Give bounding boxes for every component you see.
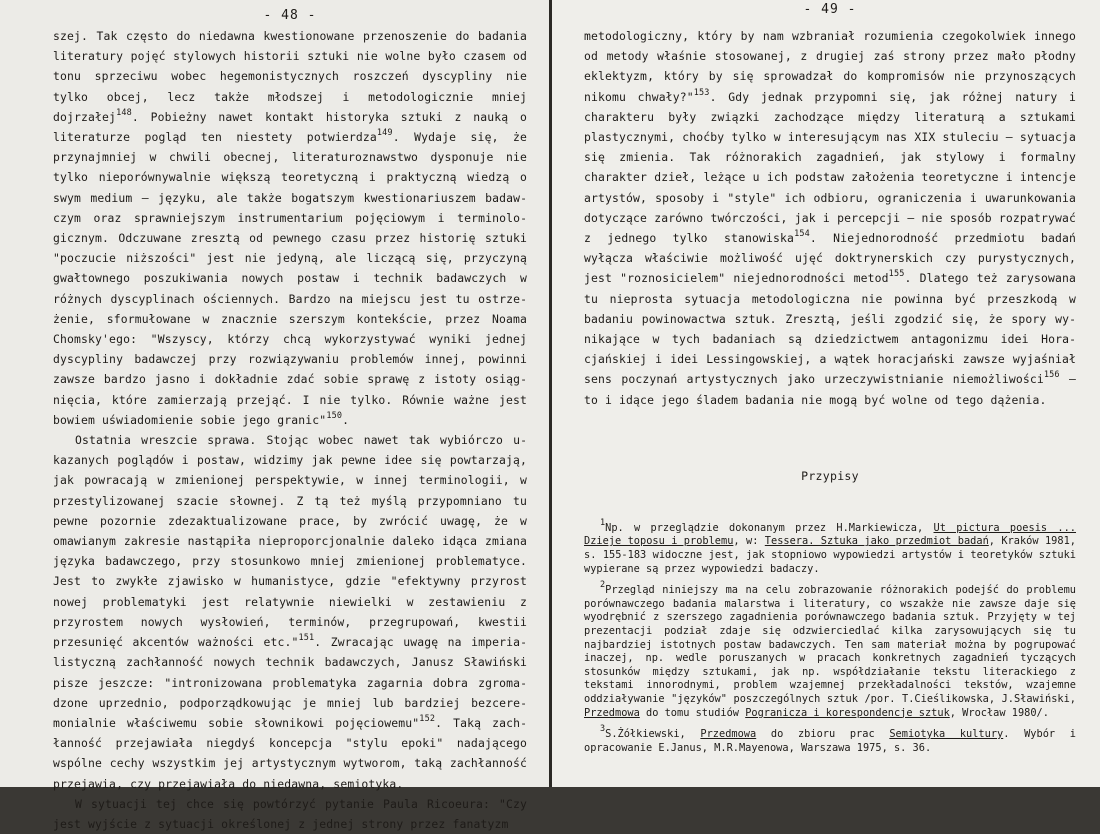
footnote-ref: 148	[116, 107, 132, 118]
left-paragraph-3: W sytuacji tej chce się powtórzyć pytanie Paula Ricoeura: "Czy jest wyjście z sytuacji określonej z jednej strony przez fanatyzm	[53, 796, 527, 831]
right-body	[584, 26, 1076, 410]
left-paragraph-1: szej. Tak często do niedawna kwestionowane przenoszenie do badania literatury pojęć stylowych historii sztuki nie wolne było czasem od tonu sprzeciwu wobec hegemonistycznych roszczeń dyscypliny nie tylko obcej, lecz także młodszej i metodologicznie mniej dojrzałej$^{148}$. Pobieżny nawet kontakt historyka sztuki z nauką o literaturze pogląd ten niestety potwierdza$^{149}$. Wydaje się, że przynajmniej w chwili obecnej, literaturoznawstwo dysponuje nie tylko nieporównywalnie większą teoretyczną i praktyczną wiedzą o swym medium – języku, ale także bogatszym kwestionariuszem badawczym oraz sprawniejszym instrumentarium pojęciowym i terminologicznym. Odczuwane zresztą od pewnego czasu przez historię sztuki "poczucie niższości" jest nie jedyną, ale liczącą się, przyczyną gwałtownego poszukiwania nowych postaw i technik badawczych w różnych dyscyplinach ościennych. Bardzo na miejscu jest tu ostrzeżenie, sformułowane w znacznie szerszym kontekście, przez Noama Chomsky'ego: "Wszyscy, którzy chcą wykorzystywać wyniki jednej dyscypliny badawczej przy rozwiązywaniu problemów innej, powinni zawsze bardzo jasno i dokładnie zdać sobie sprawę z istoty osiągnięcia, które zamierzają przejąć. I nie tylko. Równie ważne jest bowiem uświadomienie sobie jego granic"$^{150}$.	[53, 29, 527, 427]
footnote-ref: 150	[326, 410, 343, 421]
footnotes	[584, 517, 1077, 756]
right-paragraph: metodologiczny, który by nam wzbraniał rozumienia czegokolwiek innego od metody właśnie stosowanej, z drugiej zaś strony przez mało płodny eklektyzm, który by się sprowadzał do kompromisów nie przynoszących nikomu chwały?"$^{153}$. Gdy jednak przypomni się, jak różnej natury i charakteru były związki zachodzące między literaturą a sztukami plastycznymi, choćby tylko w interesującym nas XIX stuleciu – sytuacja się zmienia. Tak różnorakich zagadnień, jak stylowy i formalny charakter dzieł, leżące u ich podstaw założenia teoretyczne i intencje artystów, sposoby i "style" ich odbioru, ograniczenia i uwarunkowania dotyczące zarówno twórczości, jak i percepcji – nie sposób rozpatrywać z jednego tylko stanowiska$^{154}$. Niejednorodność przedmiotu badań wyłącza właściwie możliwość ujęć doktrynerskich czy purystycznych, jest "roznosicielem" niejednorodności metod$^{155}$. Dlatego też zarysowana tu nieprosta sytuacja metodologiczna nie powinna być przeszkodą w badaniu powinowactwa sztuk. Zresztą, jeśli zgodzić się, że spory wynikające w tych badaniach są dziedzictwem antagonizmu idei Horacjańskiej i idei Lessingowskiej, a wątek horacjański zawsze wyjaśniał sens poczynań artystycznych jako urzeczywistnianie niemożliwości$^{156}$ – to i idące jego śladem badania nie mogą być wolne od tego dążenia.	[584, 29, 1076, 407]
page-number-right: - 49 -	[803, 2, 857, 17]
footnote-ref: 149	[376, 128, 393, 139]
footnote-ref: 151	[298, 633, 315, 644]
left-body	[53, 26, 527, 834]
footnotes-heading: Przypisy	[801, 468, 859, 483]
footnote-ref: 153	[693, 87, 710, 98]
right-page	[552, 0, 1100, 787]
footnote-ref: 156	[1043, 370, 1060, 381]
footnote-2: $^2$Przegląd niniejszy ma na celu zobrazowanie różnorakich podejść do problemu porównawczego badania malarstwa i literatury, co wszakże nie zawsze daje się wyodrębnić z szerszego zagadnienia porównawczego badania sztuk. Przyjęty w tej prezentacji podział zdaje się odzwierciedlać kilka zarysowujących się tu najbardziej istotnych postaw badawczych. Ten sam materiał można by pogrupować inaczej, np. wedle poruszanych w pracach konkretnych zagadnień tyczących stosunków między sztukami, jak np. współdziałanie tekstu literackiego z tekstami innorodnymi, problem wzajemnej przekładalności tekstów, wzajemne oddziaływanie "języków" poszczególnych sztuk /por. T.Cieślikowska, J.Sławiński, Przedmowa do tomu studiów Pogranicza i korespondencje sztuk, Wrocław 1980/.	[584, 580, 1076, 719]
left-page	[0, 0, 549, 831]
footnote-1: $^1$Np. w przeglądzie dokonanym przez H.Markiewicza, Ut pictura poesis ... Dzieje toposu i problemu, w: Tessera. Sztuka jako przedmiot badań, Kraków 1981, s. 155-183 widoczne jest, jak stopniowo wypowiedzi artystów i teoretyków sztuki wypierane są przez wypowiedzi badaczy.	[584, 517, 1077, 575]
page-number-left: - 48 -	[263, 8, 317, 23]
left-paragraph-2: Ostatnia wreszcie sprawa. Stojąc wobec nawet tak wybiórczo ukazanych poglądów i postaw, widzimy jak pewne idee się powtarzają, jak powracają w zmienionej perspektywie, w innej terminologii, w przestylizowanej szacie słownej. Z tą też myślą przypomniano tu pewne pozornie zdezaktualizowane prace, by zwrócić uwagę, że w omawianym zakresie nastąpiła nieproporcjonalnie daleko idąca zmiana języka badawczego, przy stosunkowo mniej zmienionej problematyce. Jest to zwykłe zjawisko w humanistyce, gdzie "efektywny przyrost nowej problematyki jest relatywnie niewielki w zestawieniu z przyrostem nowych wysłowień, terminów, przegrupowań, kwestii przesunięć akcentów ważności etc."$^{151}$. Zwracając uwagę na imperialistyczną zachłanność nowych technik badawczych, Janusz Sławiński pisze jeszcze: "intronizowana problematyka zagarnia dobra zgromadzone uprzednio, podporządkowując je mniej lub bardziej bezceremonialnie właściwemu sobie słownikowi pojęciowemu"$^{152}$. Taką zachłanność przejawiała niegdyś koncepcja "stylu epoki" nadającego wspólne cechy wszystkim jej artystycznym wytworom, taką zachłanność przejawia, czy przejawiała do niedawna, semiotyka.	[53, 433, 528, 791]
footnote-ref: 154	[794, 229, 810, 240]
footnote-3: $^3$S.Żółkiewski, Przedmowa do zbioru prac Semiotyka kultury. Wybór i opracowanie E.Janus, M.R.Mayenowa, Warszawa 1975, s. 36.	[584, 724, 1076, 754]
footnote-ref: 155	[888, 269, 905, 280]
footnote-ref: 152	[419, 713, 436, 724]
